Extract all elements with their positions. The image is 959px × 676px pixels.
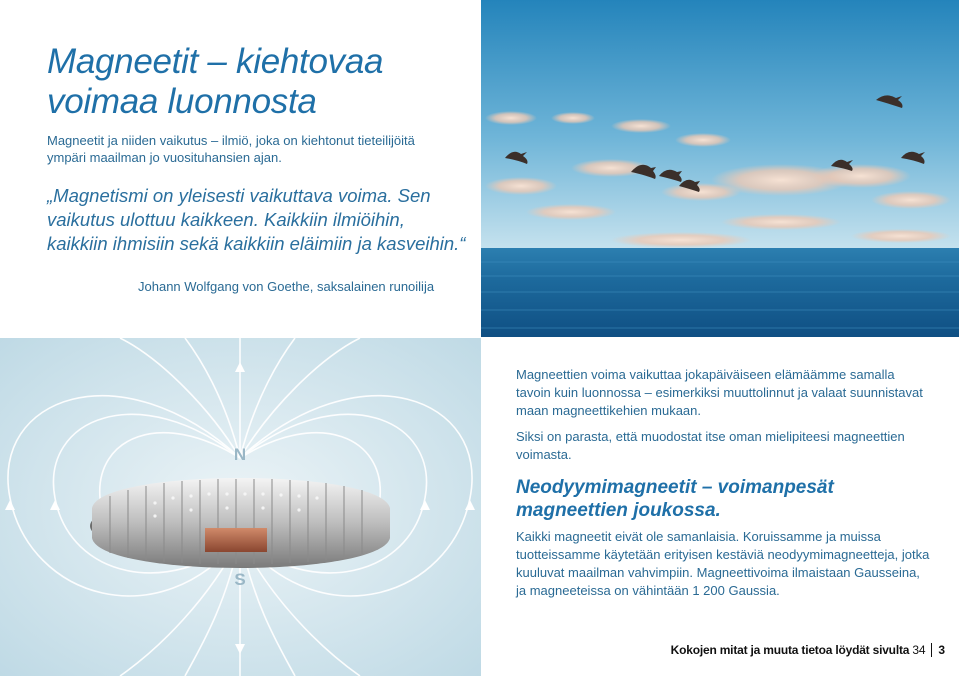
footer-separator	[931, 643, 932, 657]
title-line-2: voimaa luonnosta	[47, 82, 317, 121]
page-number: 3	[938, 643, 945, 657]
sea-birds-photo	[481, 0, 959, 337]
body-column	[516, 366, 931, 600]
north-pole-label: N	[233, 445, 247, 464]
quote-author: Johann Wolfgang von Goethe, saksalainen runoilija	[138, 279, 435, 294]
title-line-1: Magneetit – kiehtovaa	[47, 42, 384, 81]
body-paragraph-3: Kaikki magneetit eivät ole samanlaisia. Koruissamme ja muissa tuotteissamme käytetään erityisen kestäviä neodyymimagneetteja, jotka kuuluvat maailman vahvimpiin. Magneettivoima ilmaistaan Gausseina, ja magneeteissa on vähintään 1 200 Gaussia.	[516, 529, 930, 598]
footer-reference-page: 34	[912, 643, 926, 657]
goethe-quote: „Magnetismi on yleisesti vaikuttava voima. Sen vaikutus ulottuu kaikkeen. Kaikkiin ilmiöihin, kaikkiin ihmisiin sekä kaikkiin eläimiin ja kasveihin.“	[47, 185, 466, 254]
body-paragraph-1: Magneettien voima vaikuttaa jokapäiväiseen elämäämme samalla tavoin kuin luonnossa – esimerkiksi muuttolinnut ja valaat suunnistavat maan magneettikehien mukaan.	[516, 367, 923, 418]
magnet-field-illustration	[0, 338, 481, 676]
neodymium-subheading: Neodyymimagneetit – voimanpesät magneettien joukossa.	[516, 477, 834, 521]
intro-lead: Magneetit ja niiden vaikutus – ilmiö, joka on kiehtonut tieteilijöitä ympäri maailman jo vuosituhansien ajan.	[47, 133, 415, 165]
footer-reference	[671, 643, 926, 657]
page-title	[47, 42, 467, 122]
page-footer	[671, 643, 945, 657]
footer-reference-text: Kokojen mitat ja muuta tietoa löydät sivulta	[670, 643, 910, 657]
body-paragraph-2: Siksi on parasta, että muodostat itse oman mielipiteesi magneettien voimasta.	[516, 429, 905, 462]
south-pole-label: S	[234, 570, 246, 589]
intro-section	[47, 42, 467, 256]
magnet-bracelet	[90, 478, 390, 568]
